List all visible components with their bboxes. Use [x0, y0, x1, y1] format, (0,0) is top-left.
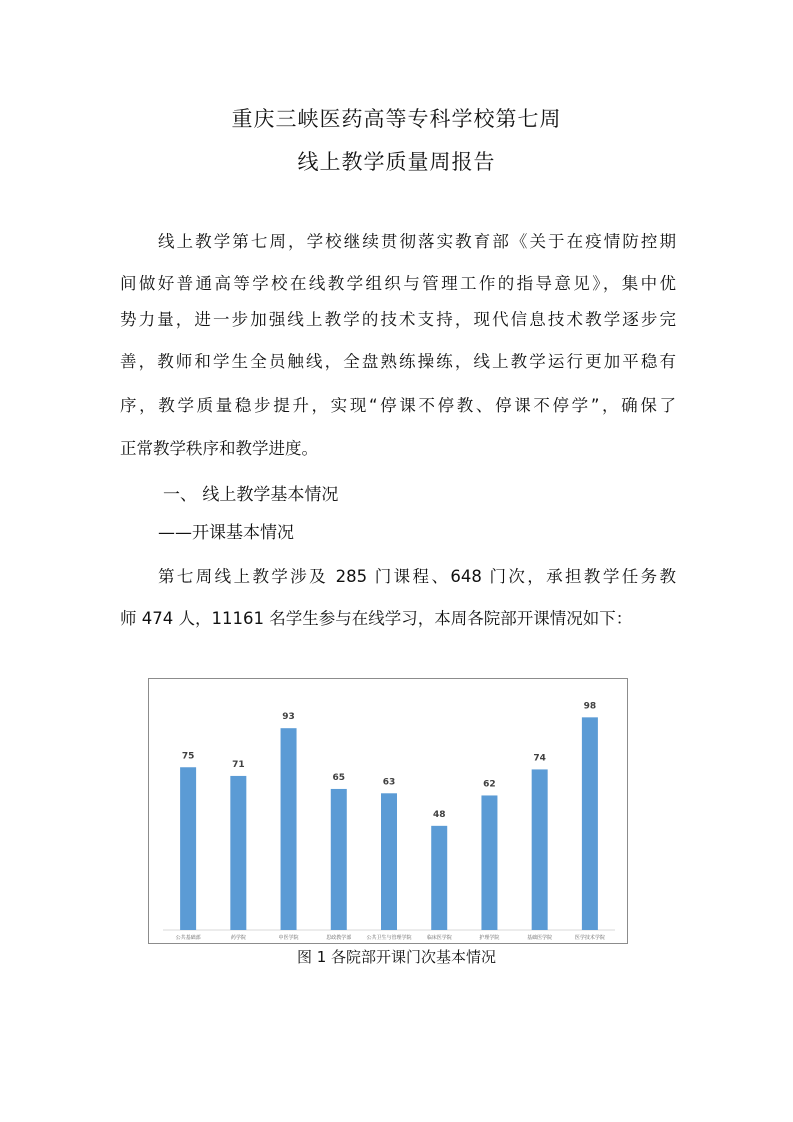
- bar-7: [532, 769, 548, 930]
- body-line: 师 474 人，11161 名学生参与在线学习，本周各院部开课情况如下：: [120, 609, 633, 628]
- data-label-2: 93: [282, 712, 295, 723]
- category-label-8: 医学技术学院: [574, 935, 605, 941]
- bar-chart-svg: [149, 679, 627, 943]
- data-label-1: 71: [232, 759, 245, 770]
- category-label-3: 思政教学部: [326, 935, 352, 941]
- bar-chart: [148, 678, 628, 944]
- data-label-3: 65: [332, 772, 346, 783]
- category-label-5: 临床医学院: [426, 935, 452, 941]
- subsection-heading: ——开课基本情况: [158, 523, 294, 543]
- bar-8: [582, 717, 598, 930]
- title-line-1: 重庆三峡医药高等专科学校第七周: [231, 107, 562, 131]
- category-label-7: 基础医学院: [527, 935, 553, 941]
- data-label-6: 62: [483, 779, 496, 790]
- figure-caption: 图 1 各院部开课门次基本情况: [296, 948, 497, 966]
- category-label-2: 中医学院: [278, 935, 299, 941]
- intro-line: 线上教学第七周，学校继续贯彻落实教育部《关于在疫情防控期: [158, 232, 676, 251]
- body-line: 第七周线上教学涉及 285 门课程、648 门次，承担教学任务教: [158, 567, 676, 586]
- data-label-5: 48: [432, 809, 446, 820]
- category-label-1: 药学院: [230, 935, 246, 941]
- intro-line: 善，教师和学生全员触线，全盘熟练操练，线上教学运行更加平稳有: [120, 352, 676, 371]
- category-label-6: 护理学院: [479, 935, 500, 941]
- intro-line: 序，教学质量稳步提升，实现“停课不停教、停课不停学”，确保了: [120, 396, 676, 415]
- intro-line: 势力量，进一步加强线上教学的技术支持，现代信息技术教学逐步完: [120, 310, 676, 329]
- data-label-8: 98: [583, 701, 597, 712]
- bar-2: [281, 728, 297, 930]
- section-heading: 一、 线上教学基本情况: [163, 485, 339, 505]
- intro-line: 间做好普通高等学校在线教学组织与管理工作的指导意见》，集中优: [120, 274, 676, 293]
- data-label-4: 63: [382, 777, 396, 788]
- title-line-2: 线上教学质量周报告: [297, 150, 496, 174]
- category-label-4: 公共卫生与管理学院: [366, 935, 412, 941]
- bar-0: [180, 767, 196, 930]
- data-label-0: 75: [181, 751, 195, 762]
- category-label-0: 公共基础部: [175, 935, 201, 941]
- data-label-7: 74: [533, 753, 546, 764]
- bar-6: [481, 795, 497, 930]
- intro-line: 正常教学秩序和教学进度。: [120, 439, 318, 458]
- bar-3: [331, 789, 347, 930]
- bar-1: [230, 776, 246, 930]
- bar-5: [431, 826, 447, 930]
- bar-4: [381, 793, 397, 930]
